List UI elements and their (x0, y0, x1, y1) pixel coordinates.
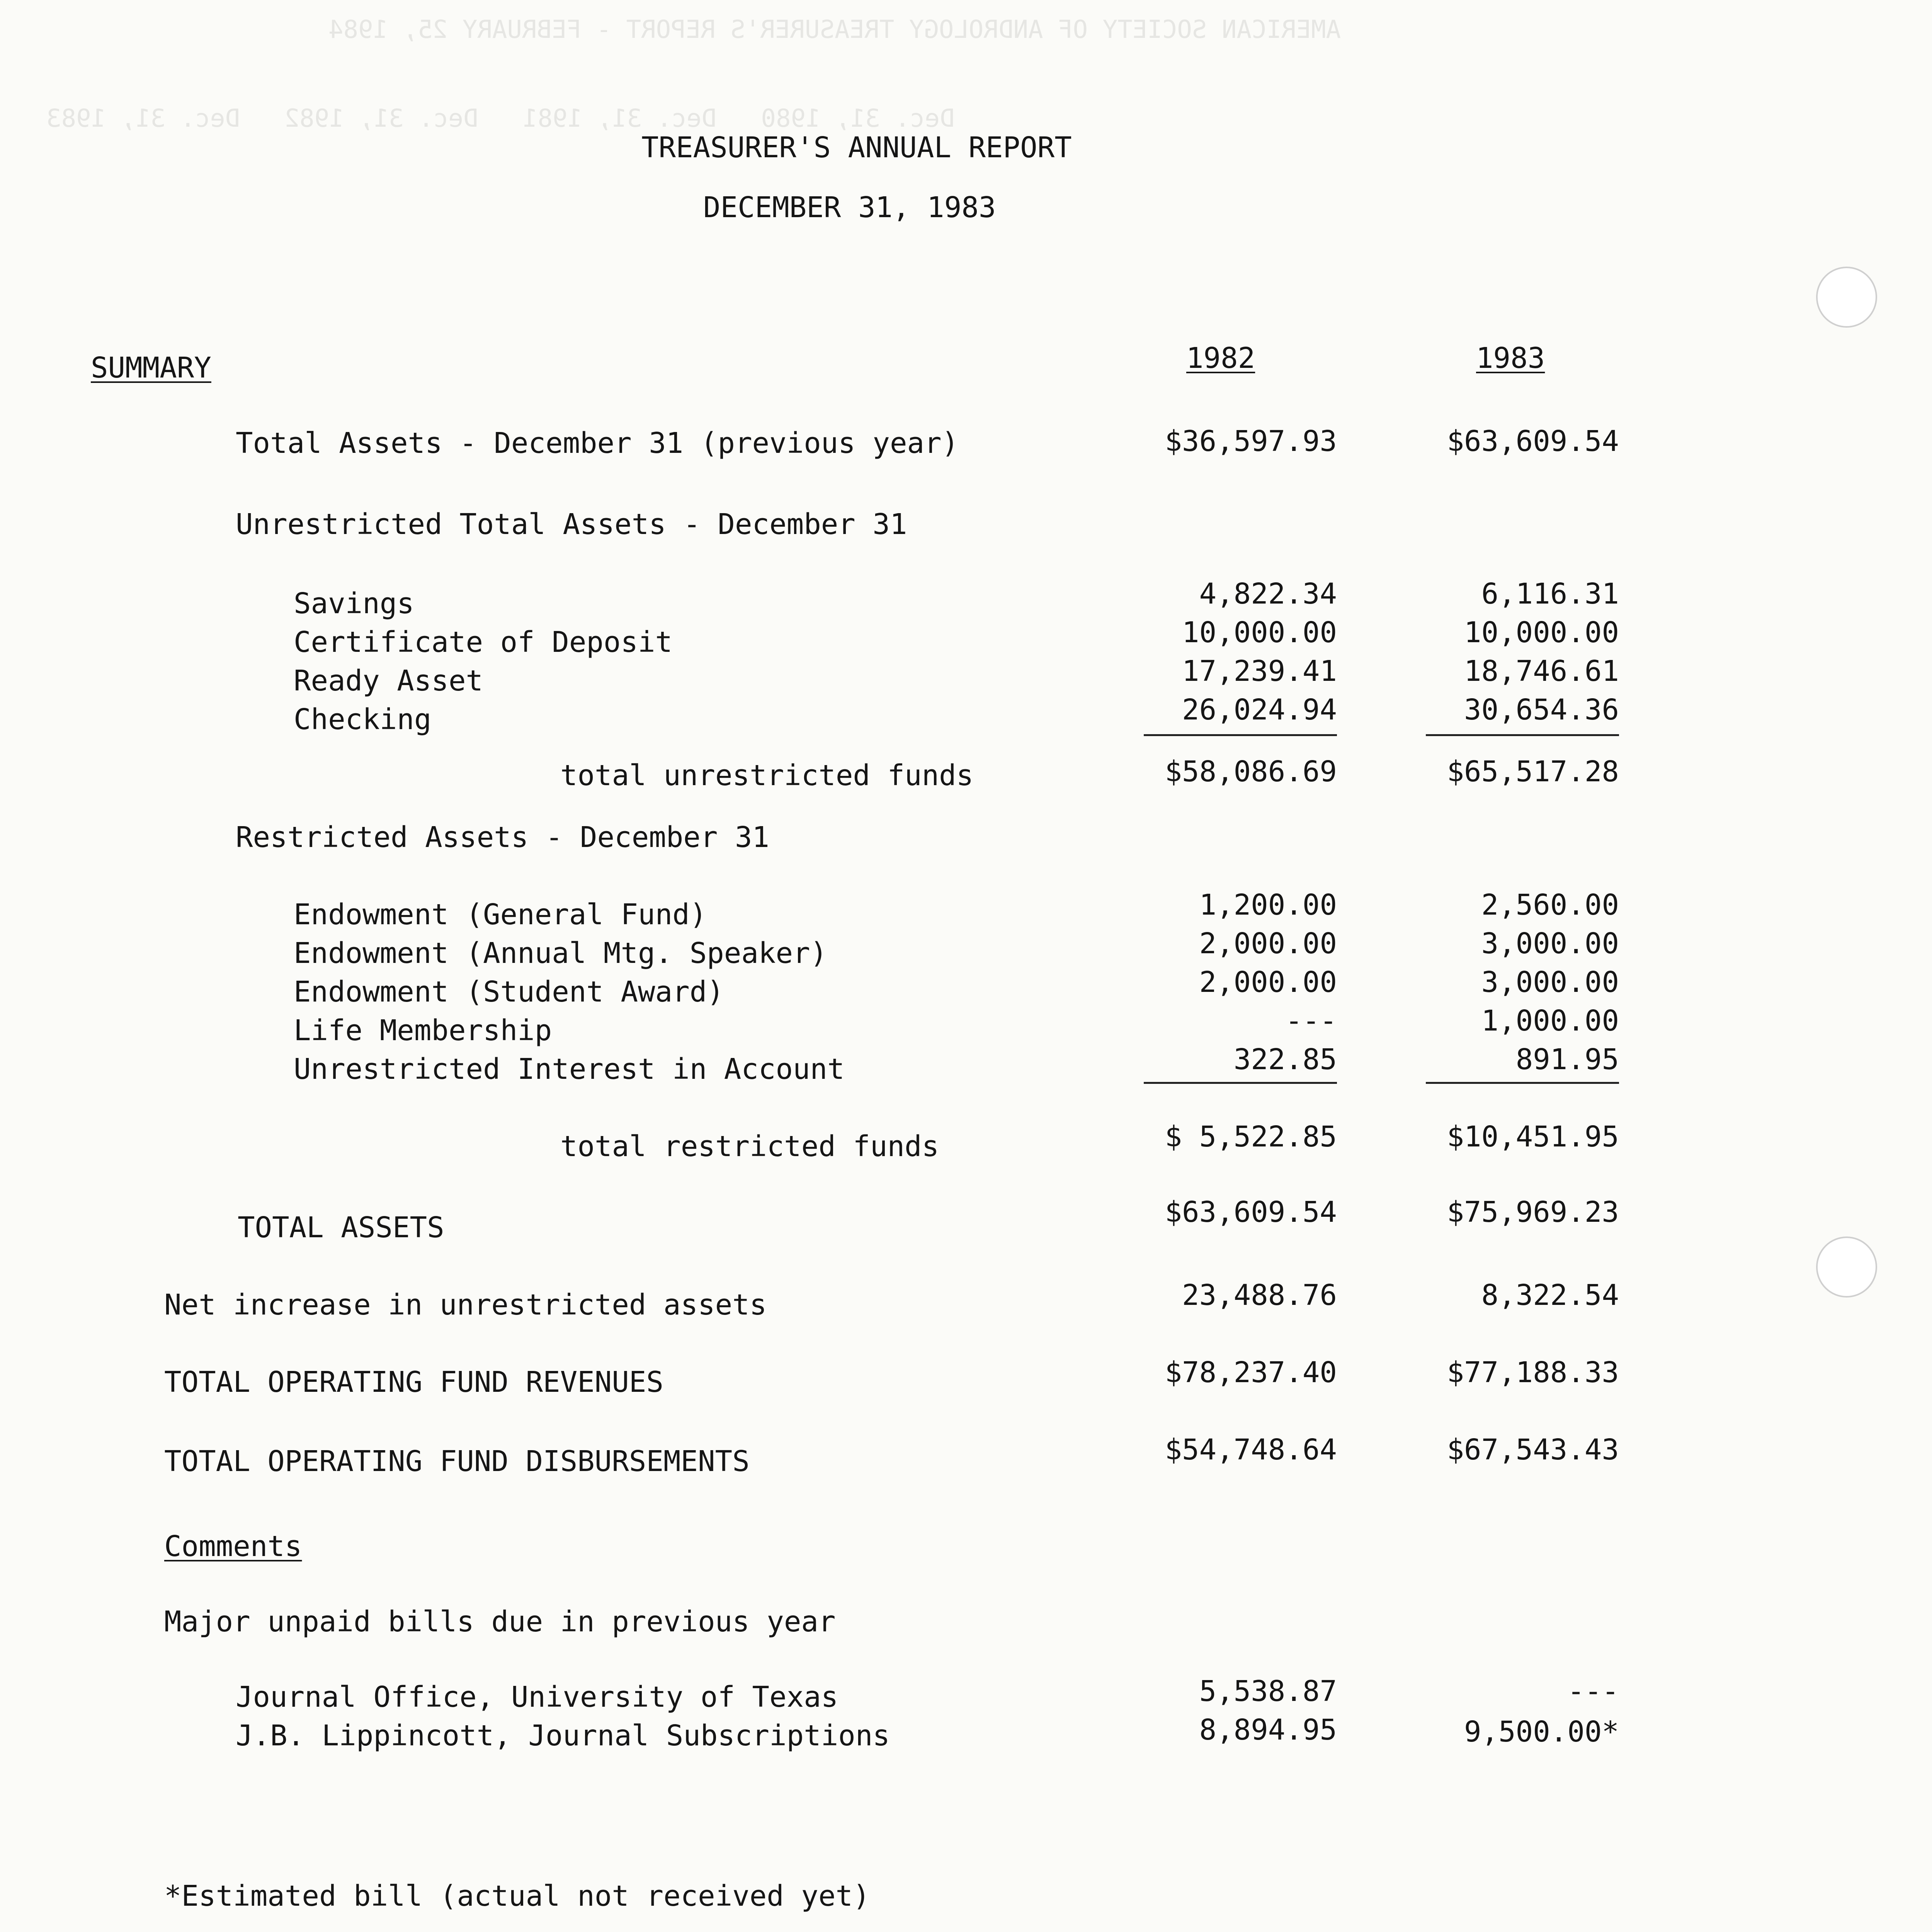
comment-item-1983: 9,500.00* (1464, 1715, 1619, 1748)
restricted-item-1982: 1,200.00 (1199, 888, 1337, 922)
op-disbursements-1982: $54,748.64 (1165, 1433, 1337, 1466)
unrestricted-item-1983: 18,746.61 (1464, 655, 1619, 688)
restricted-item-1982: 2,000.00 (1199, 927, 1337, 960)
total-restricted-label: total restricted funds (560, 1130, 939, 1163)
column-header-1983: 1983 (1476, 342, 1545, 375)
unrestricted-item-label: Checking (294, 703, 432, 736)
restricted-item-1983: 3,000.00 (1481, 927, 1619, 960)
restricted-item-1982: 322.85 (1233, 1043, 1337, 1076)
net-increase-label: Net increase in unrestricted assets (164, 1288, 767, 1321)
restricted-item-1983: 2,560.00 (1481, 888, 1619, 922)
restricted-item-label: Endowment (Student Award) (294, 975, 724, 1009)
total-assets-1982: $63,609.54 (1165, 1196, 1337, 1229)
unrestricted-item-1983: 10,000.00 (1464, 616, 1619, 649)
total-assets-1983: $75,969.23 (1447, 1196, 1619, 1229)
net-increase-1982: 23,488.76 (1182, 1279, 1337, 1312)
comment-item-1982: 5,538.87 (1199, 1675, 1337, 1708)
op-disbursements-label: TOTAL OPERATING FUND DISBURSEMENTS (164, 1445, 750, 1478)
op-revenues-label: TOTAL OPERATING FUND REVENUES (164, 1366, 664, 1399)
unrestricted-item-1983: 30,654.36 (1464, 693, 1619, 726)
punch-hole-top (1816, 267, 1877, 328)
unrestricted-item-1982: 26,024.94 (1182, 693, 1337, 726)
bleed-through-columns: Dec. 31, 1980 Dec. 31, 1981 Dec. 31, 1982 Dec. 31, 1983 (46, 104, 955, 133)
restricted-item-label: Life Membership (294, 1014, 552, 1047)
comment-item-label: Journal Office, University of Texas (236, 1680, 838, 1714)
unrestricted-item-1982: 4,822.34 (1199, 577, 1337, 611)
unrestricted-item-label: Ready Asset (294, 664, 483, 697)
report-date: DECEMBER 31, 1983 (703, 191, 996, 224)
restricted-item-label: Unrestricted Interest in Account (294, 1053, 845, 1086)
summary-heading: SUMMARY (91, 351, 211, 384)
report-title: TREASURER'S ANNUAL REPORT (641, 131, 1072, 164)
restricted-item-1982: --- (1285, 1004, 1337, 1037)
op-revenues-1983: $77,188.33 (1447, 1356, 1619, 1389)
restricted-item-1982: 2,000.00 (1199, 966, 1337, 999)
restricted-item-1983: 1,000.00 (1481, 1004, 1619, 1037)
comment-item-1982: 8,894.95 (1199, 1713, 1337, 1747)
total-assets-label: TOTAL ASSETS (238, 1211, 444, 1244)
unrestricted-item-1982: 17,239.41 (1182, 655, 1337, 688)
restricted-heading: Restricted Assets - December 31 (236, 821, 770, 854)
unrestricted-item-label: Certificate of Deposit (294, 626, 673, 659)
op-revenues-1982: $78,237.40 (1165, 1356, 1337, 1389)
unrestricted-heading: Unrestricted Total Assets - December 31 (236, 508, 907, 541)
comments-heading: Comments (164, 1530, 302, 1563)
punch-hole-middle (1816, 1236, 1877, 1298)
total-restricted-1983: $10,451.95 (1447, 1120, 1619, 1153)
comment-item-1983: --- (1567, 1675, 1619, 1708)
total-restricted-1982: $ 5,522.85 (1165, 1120, 1337, 1153)
total-unrestricted-1983: $65,517.28 (1447, 755, 1619, 788)
total-assets-prev-label: Total Assets - December 31 (previous year) (236, 427, 959, 460)
restricted-item-label: Endowment (Annual Mtg. Speaker) (294, 937, 828, 970)
restricted-item-1983: 3,000.00 (1481, 966, 1619, 999)
bleed-through-header: AMERICAN SOCIETY OF ANDROLOGY TREASURER'S REPORT - FEBRUARY 25, 1984 (328, 15, 1341, 44)
unrestricted-item-label: Savings (294, 587, 414, 620)
column-header-1982: 1982 (1186, 342, 1255, 375)
total-assets-prev-1983: $63,609.54 (1447, 425, 1619, 458)
total-unrestricted-label: total unrestricted funds (560, 759, 974, 792)
unrestricted-item-1982: 10,000.00 (1182, 616, 1337, 649)
total-unrestricted-1982: $58,086.69 (1165, 755, 1337, 788)
footnote: *Estimated bill (actual not received yet) (164, 1879, 870, 1913)
comment-item-label: J.B. Lippincott, Journal Subscriptions (236, 1719, 890, 1752)
subtotal-rule-1982 (1144, 1082, 1337, 1084)
restricted-item-1983: 891.95 (1515, 1043, 1619, 1076)
op-disbursements-1983: $67,543.43 (1447, 1433, 1619, 1466)
subtotal-rule-1983 (1426, 1082, 1619, 1084)
total-assets-prev-1982: $36,597.93 (1165, 425, 1337, 458)
unrestricted-item-1983: 6,116.31 (1481, 577, 1619, 611)
comments-intro: Major unpaid bills due in previous year (164, 1605, 836, 1638)
subtotal-rule-1982 (1144, 734, 1337, 736)
net-increase-1983: 8,322.54 (1481, 1279, 1619, 1312)
subtotal-rule-1983 (1426, 734, 1619, 736)
restricted-item-label: Endowment (General Fund) (294, 898, 707, 931)
